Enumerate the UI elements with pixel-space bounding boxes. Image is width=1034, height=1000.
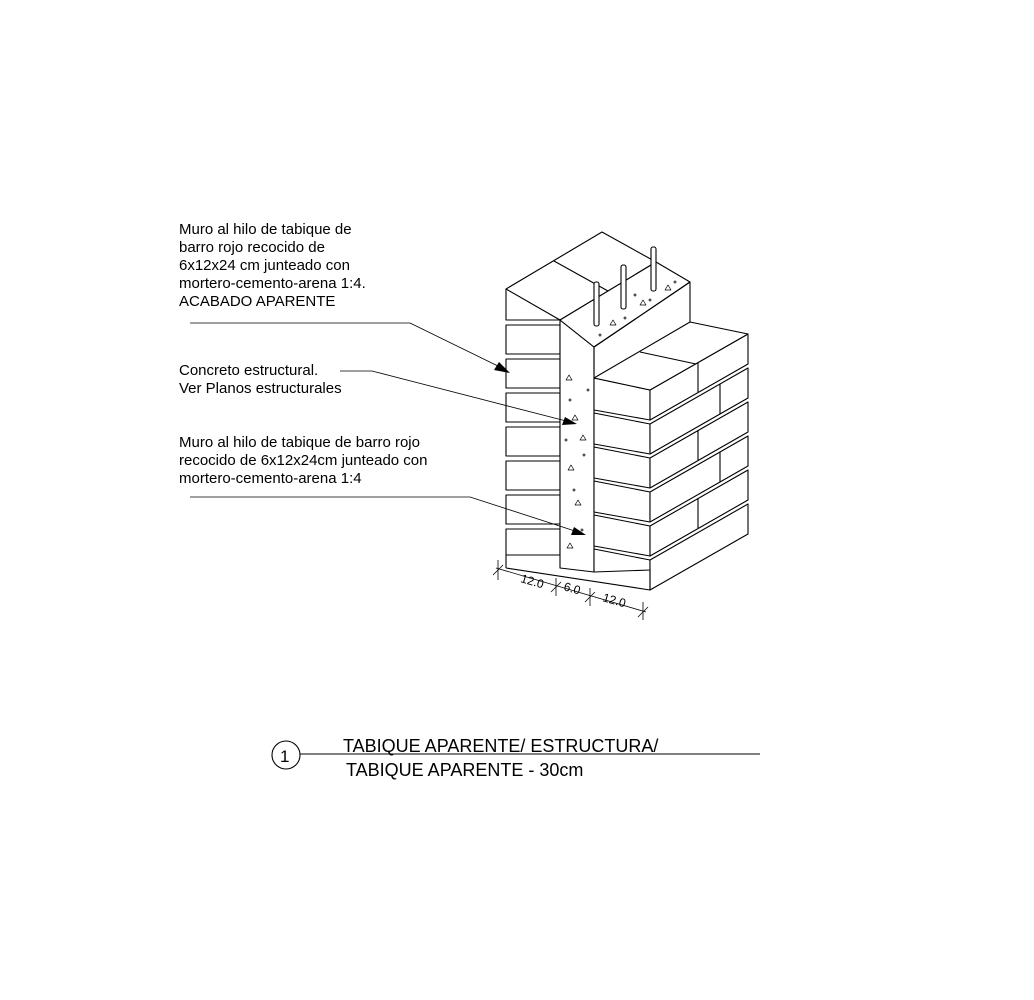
label-finish-wall-line: barro rojo recocido de xyxy=(179,239,325,256)
dimension-middle: 6.0 xyxy=(562,579,583,598)
title-line-2: TABIQUE APARENTE - 30cm xyxy=(346,760,584,780)
label-concrete xyxy=(179,362,342,398)
title-line-1: TABIQUE APARENTE/ ESTRUCTURA/ xyxy=(343,736,659,756)
label-inner-wall-line: recocido de 6x12x24cm junteado con xyxy=(179,452,428,469)
label-finish-wall xyxy=(179,221,366,311)
label-inner-wall-line: mortero-cemento-arena 1:4 xyxy=(179,470,362,487)
dimension-left: 12.0 xyxy=(519,571,546,592)
left-wythe-front xyxy=(506,289,560,555)
label-finish-wall-line: 6x12x24 cm junteado con xyxy=(179,257,350,274)
right-wythe-front xyxy=(594,378,650,572)
dimension-right: 12.0 xyxy=(601,590,628,611)
label-finish-wall-line: ACABADO APARENTE xyxy=(179,293,336,310)
label-finish-wall-line: Muro al hilo de tabique de xyxy=(179,221,352,238)
label-inner-wall-line: Muro al hilo de tabique de barro rojo xyxy=(179,434,420,451)
label-concrete-line: Concreto estructural. xyxy=(179,362,319,379)
label-finish-wall-line: mortero-cemento-arena 1:4. xyxy=(179,275,366,292)
label-inner-wall xyxy=(179,434,428,488)
label-concrete-line: Ver Planos estructurales xyxy=(179,380,342,397)
detail-number: 1 xyxy=(280,747,290,766)
